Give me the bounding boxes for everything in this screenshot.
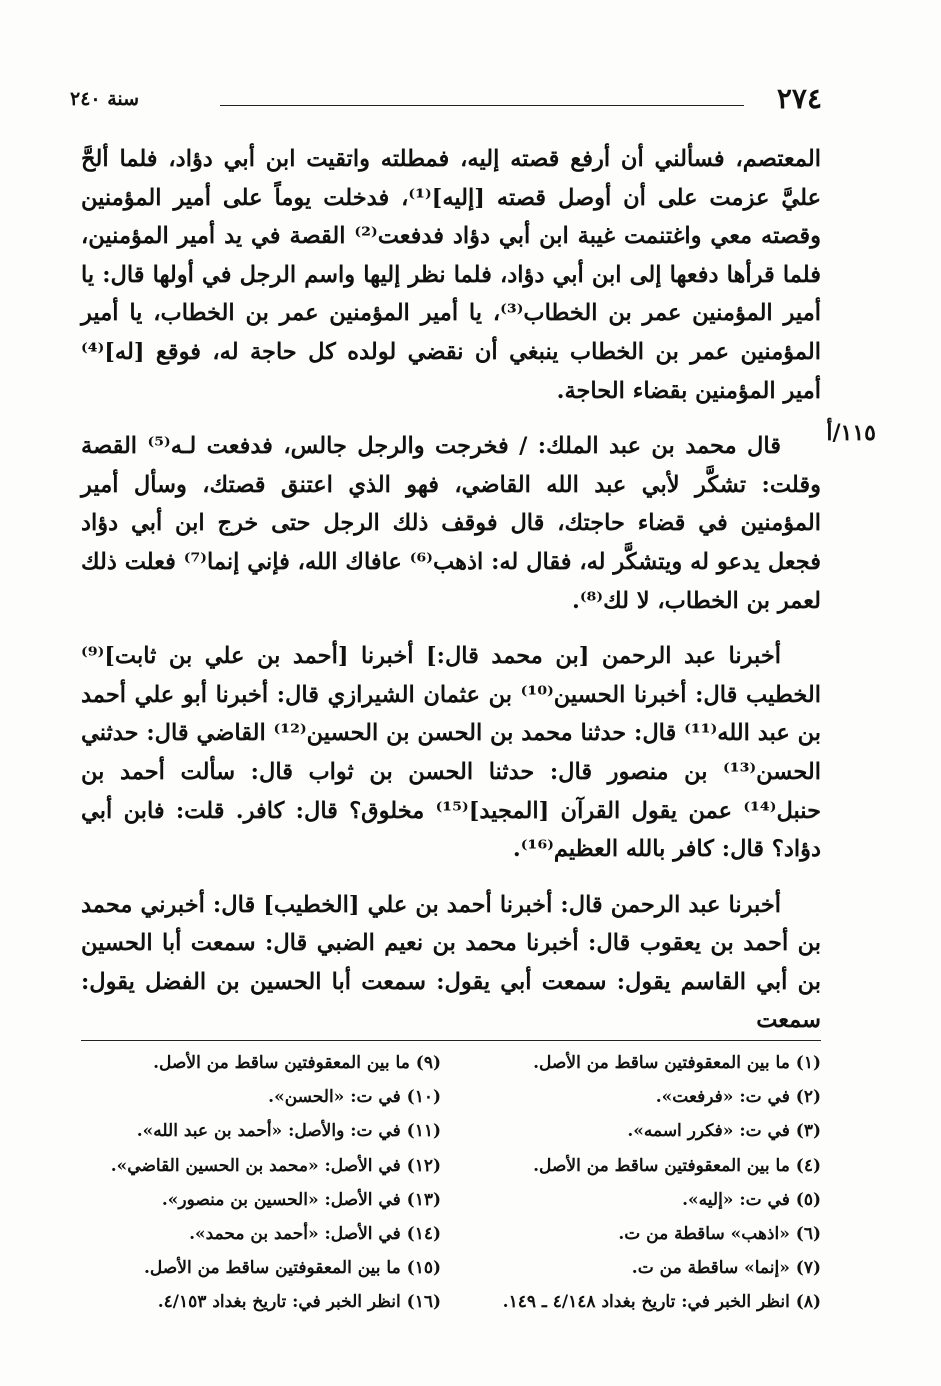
page-header: [70, 82, 822, 122]
footnote: (١٦) انظر الخبر في: تاريخ بغداد ٤/١٥٣.: [157, 1292, 441, 1313]
footnote: (١٣) في الأصل: «الحسين بن منصور».: [161, 1189, 441, 1210]
paragraph: قال محمد بن عبد الملك: / فخرجت والرجل جالس، فدفعت لـه⁽⁵⁾ القصة وقلت: تشكَّر لأبي عبد الله القاضي، فهو الذي اعتنق قصتك، وسأل أمير المؤمنين في قضاء حاجتك، قال فوقف ذلك الرجل حتى خرج ابن أبي دؤاد فجعل يدعو له ويتشكَّر له، فقال له: اذهب⁽⁶⁾ عافاك الله، فإني إنما⁽⁷⁾ فعلت ذلك لعمر بن الخطاب، لا لك⁽⁸⁾.: [81, 433, 821, 614]
footnote: (٥) في ت: «إليه».: [682, 1189, 821, 1210]
footnote: (٩) ما بين المعقوفتين ساقط من الأصل.: [153, 1053, 441, 1073]
footnotes: [81, 1046, 821, 1320]
footnote: (٢) في ت: «فرفعت».: [655, 1087, 821, 1108]
footnote: (٧) «إنما» ساقطة من ت.: [631, 1258, 821, 1279]
footnote: (١٢) في الأصل: «محمد بن الحسين القاضي».: [110, 1155, 441, 1176]
page-number: ٢٧٤: [776, 82, 822, 115]
footnotes-right-column: [461, 1046, 821, 1320]
footnote: (١) ما بين المعقوفتين ساقط من الأصل.: [533, 1053, 821, 1073]
footnote: (٨) انظر الخبر في: تاريخ بغداد ٤/١٤٨ ـ ١٤٩.: [502, 1292, 821, 1313]
footnote: (١٠) في ت: «الحسن».: [268, 1087, 441, 1108]
footnote: (٦) «اذهب» ساقطة من ت.: [618, 1224, 821, 1245]
running-head-year: سنة ٢٤٠: [70, 88, 140, 110]
header-rule: [220, 105, 744, 106]
paragraph: أخبرنا عبد الرحمن [بن محمد قال:] أخبرنا [أحمد بن علي بن ثابت]⁽⁹⁾ الخطيب قال: أخبرنا الحسين⁽¹⁰⁾ بن عثمان الشيرازي قال: أخبرنا أبو علي أحمد بن عبد الله⁽¹¹⁾ قال: حدثنا محمد بن الحسن بن الحسين⁽¹²⁾ القاضي قال: حدثني الحسن⁽¹³⁾ بن منصور قال: حدثنا الحسن بن ثواب قال: سألت أحمد بن حنبل⁽¹⁴⁾ عمن يقول القرآن [المجيد]⁽¹⁵⁾ مخلوق؟ قال: كافر. قلت: فابن أبي دؤاد؟ قال: كافر بالله العظيم⁽¹⁶⁾.: [81, 643, 821, 863]
footnote-rule: [81, 1040, 821, 1041]
footnote: (١٥) ما بين المعقوفتين ساقط من الأصل.: [144, 1258, 441, 1279]
footnote: (٤) ما بين المعقوفتين ساقط من الأصل.: [533, 1155, 821, 1176]
footnote: (٣) في ت: «فكرر اسمه».: [627, 1121, 821, 1142]
footnote: (١١) في ت: والأصل: «أحمد بن عبد الله».: [136, 1121, 441, 1142]
main-text: [81, 140, 821, 1057]
paragraph: أخبرنا عبد الرحمن قال: أخبرنا أحمد بن علي [الخطيب] قال: أخبرني محمد بن أحمد بن يعقوب قال: أخبرنا محمد بن نعيم الضبي قال: سمعت أبا الحسين بن أبي القاسم يقول: سمعت أبي يقول: سمعت أبا الحسين بن الفضل يقول: سمعت: [81, 891, 821, 1034]
footnote: (١٤) في الأصل: «أحمد بن محمد».: [189, 1224, 441, 1245]
manuscript-folio-marker: ١١٥/أ: [826, 420, 876, 446]
footnotes-left-column: [81, 1046, 441, 1320]
paragraph: المعتصم، فسألني أن أرفع قصته إليه، فمطلته واتقيت ابن أبي دؤاد، فلما ألحَّ عليَّ عزمت على أن أوصل قصته [إليه]⁽¹⁾، فدخلت يوماً على أمير المؤمنين وقصته معي واغتنمت غيبة ابن أبي دؤاد فدفعت⁽²⁾ القصة في يد أمير المؤمنين، فلما قرأها دفعها إلى ابن أبي دؤاد، فلما نظر إليها واسم الرجل في أولها قال: يا أمير المؤمنين عمر بن الخطاب⁽³⁾، يا أمير المؤمنين عمر بن الخطاب، يا أمير المؤمنين عمر بن الخطاب ينبغي أن نقضي لولده كل حاجة له، فوقع [له]⁽⁴⁾ أمير المؤمنين بقضاء الحاجة.: [81, 146, 821, 404]
